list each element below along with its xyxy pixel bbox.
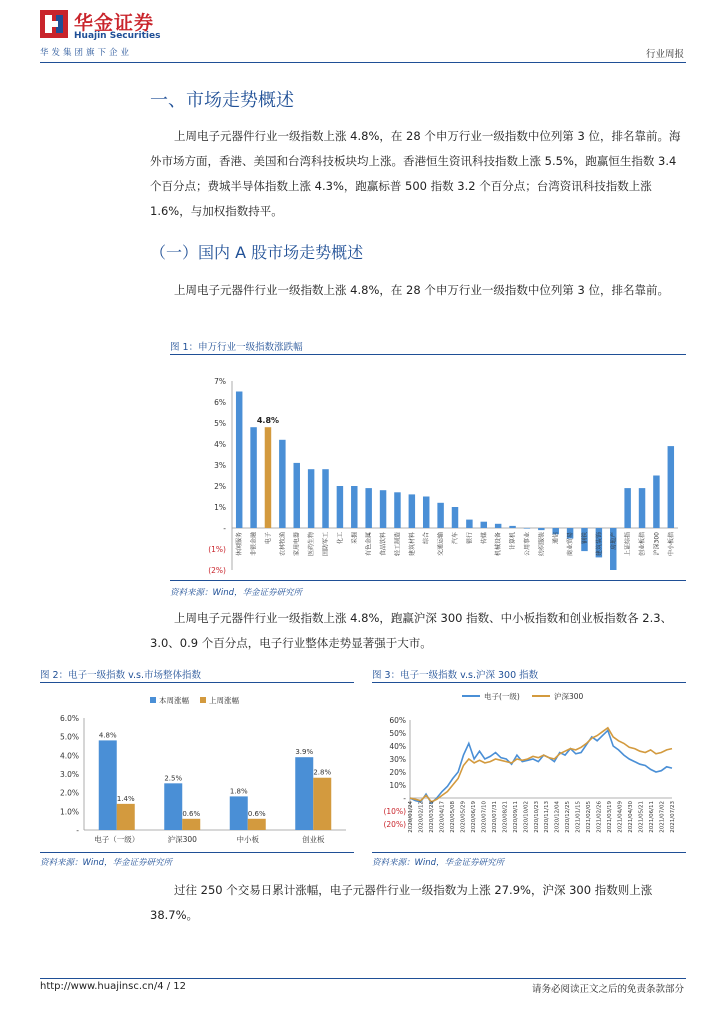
electronics-vs-market-chart [40,690,354,852]
category-label: 通信 [552,532,560,545]
data-label: 4.8% [98,731,117,740]
x-tick-label: 2021/03/19 [607,801,614,833]
category-label: 计算机 [509,532,517,551]
y-tick-label: 3% [214,461,226,470]
bar [437,503,443,528]
category-label: 交通运输 [437,532,445,557]
category-label: 公用事业 [523,532,531,557]
bar [524,528,530,529]
x-tick-label: 2020/11/13 [544,801,551,833]
data-label: 2.8% [313,768,332,777]
x-tick-label: 2020/10/02 [523,801,530,833]
y-tick-label: (1%) [208,545,226,554]
category-label: 钢铁 [581,532,589,545]
category-label: 农林牧渔 [279,532,287,557]
bar [117,804,135,830]
category-label: 房地产 [610,532,618,551]
x-tick-label: 2020/12/04 [554,801,561,833]
x-tick-label: 2020/01/24 [408,801,414,833]
category-label: 有色金属 [365,532,373,557]
group-tagline: 华发集团旗下企业 [40,48,133,58]
x-tick-label: 2020/05/08 [449,801,456,833]
electronics-vs-hs300-line-chart [372,686,686,852]
footer-divider [40,978,686,979]
brand-name-cn: 华金证券 [74,12,155,34]
x-tick-label: 2020/03/25 [428,801,435,833]
bar [248,819,266,830]
category-label: 银行 [466,532,474,545]
x-tick-label: 2020/12/25 [565,801,572,833]
category-label: 电子（一级） [94,835,140,844]
figure3-caption-divider [372,682,686,683]
category-label: 商业贸易 [567,532,575,557]
bar [380,490,386,528]
category-label: 纺织服装 [538,532,546,557]
category-label: 电子 [264,532,272,545]
figure1-source: 资料来源：Wind，华金证券研究所 [170,588,303,598]
y-tick-label: - [223,524,226,533]
bar [452,507,458,528]
figure1-caption: 图 1：申万行业一级指数涨跌幅 [170,342,303,353]
bar [99,740,117,830]
figure1-caption-divider [170,354,686,355]
category-label: 食品饮料 [380,532,388,557]
y-tick-label: - [76,826,79,835]
category-label: 综合 [423,532,431,545]
y-tick-label: - [403,794,406,803]
y-tick-label: 6% [214,398,226,407]
y-tick-label: 2% [214,482,226,491]
x-tick-label: 2021/04/30 [628,801,635,833]
bar [182,819,200,830]
section-title: 一、市场走势概述 [150,90,294,111]
y-tick-label: 5.0% [59,732,79,742]
bar [313,778,331,830]
bar [308,469,314,528]
legend-label: 上周涨幅 [209,696,239,705]
x-tick-label: 2021/02/05 [586,801,593,833]
figure1-bottom-divider [170,580,686,581]
x-tick-label: 2021/01/15 [575,801,582,833]
figure2-caption-divider [40,682,354,683]
bar [409,494,415,528]
bar [624,488,630,528]
legend-label: 沪深300 [554,692,584,701]
y-tick-label: 20% [389,768,406,777]
figure3-bottom-divider [372,852,686,853]
legend-swatch [150,697,156,703]
y-tick-label: 40% [389,742,406,751]
y-tick-label: 30% [389,755,406,764]
category-label: 轻工制造 [394,532,402,557]
bar [295,757,313,830]
category-label: 上证综指 [624,532,632,557]
x-tick-label: 2020/06/19 [470,801,477,833]
y-tick-label: 7% [214,377,226,386]
brand-name-en: Huajin Securities [74,31,161,41]
category-label: 中小板 [236,835,259,844]
logo-icon [40,10,68,38]
data-label: 0.6% [182,809,201,818]
data-label: 4.8% [256,416,280,426]
bar [466,520,472,528]
x-tick-label: 2021/06/11 [649,801,656,833]
section-paragraph: 上周电子元器件行业一级指数上涨 4.8%，在 28 个申万行业一级指数中位列第 3 位，排名靠前。海外市场方面，香港、美国和台湾科技板块均上涨。香港恒生资讯科技指数上涨 5.5%，跑赢恒生指数 3.4 个百分点；费城半导体指数上涨 4.3%，跑赢标普 500 指数 3.2 个百分点；台湾资讯科技指数上涨 1.6%，与加权指数持平。 [150,129,681,218]
x-tick-label: 2021/05/21 [638,801,645,833]
bar [294,463,300,528]
x-tick-label: 2020/10/23 [533,801,540,833]
y-tick-label: 60% [389,716,406,725]
x-tick-label: 2020/08/21 [502,801,509,833]
x-tick-label: 2021/07/23 [670,801,676,833]
comparison-paragraph: 上周电子元器件行业一级指数上涨 4.8%，跑赢沪深 300 指数、中小板指数和创业板指数各 2.3、3.0、0.9 个百分点，电子行业整体走势显著强于大市。 [150,611,673,650]
figure3-caption: 图 3：电子一级指数 v.s.沪深 300 指数 [372,670,539,681]
bar [164,783,182,830]
legend-label: 电子(一级) [484,692,520,701]
bar [639,488,645,528]
y-tick-label: 4% [214,440,226,449]
bar [509,526,515,528]
x-tick-label: 2020/07/31 [491,801,498,833]
x-tick-label: 2020/09/11 [512,801,519,833]
y-tick-label: 4.0% [59,751,79,761]
x-tick-label: 2021/04/09 [617,801,624,833]
category-label: 采掘 [351,532,359,545]
y-tick-label: (20%) [383,820,406,829]
bar [322,469,328,528]
y-tick-label: 3.0% [59,770,79,779]
category-label: 机械设备 [495,532,503,557]
category-label: 沪深300 [653,532,661,556]
category-label: 创业板 [302,835,325,844]
data-label: 0.6% [247,809,266,818]
figure2-source: 资料来源：Wind，华金证券研究所 [40,858,173,868]
bar [365,488,371,528]
x-tick-label: 2020/07/10 [481,801,488,833]
category-label: 化工 [336,532,344,545]
category-label: 休闲服务 [236,532,244,557]
y-tick-label: 50% [389,729,406,738]
figure2-caption: 图 2：电子一级指数 v.s.市场整体指数 [40,670,201,681]
cumulative-return-paragraph: 过往 250 个交易日累计涨幅，电子元器件行业一级指数为上涨 27.9%，沪深 300 指数则上涨 38.7%。 [150,883,653,922]
y-tick-label: 6.0% [59,714,79,723]
legend-label: 本周涨幅 [159,696,189,705]
data-label: 2.5% [164,774,183,783]
bar [265,427,271,528]
y-tick-label: 5% [214,419,226,428]
bar [495,524,501,528]
category-label: 建筑装饰 [595,532,603,557]
data-label: 1.4% [116,794,135,803]
category-label: 国防军工 [322,532,330,557]
x-tick-label: 2020/05/29 [460,801,467,833]
data-label: 3.9% [295,748,314,757]
y-tick-label: 2.0% [59,788,79,798]
x-tick-label: 2020/04/17 [439,801,446,833]
data-label: 1.8% [229,787,248,796]
figure2-bottom-divider [40,852,354,853]
category-label: 汽车 [452,532,459,545]
bar [668,446,674,528]
y-tick-label: 1% [214,503,226,512]
x-tick-label: 2021/07/02 [659,801,666,833]
bar [230,796,248,830]
bar [250,427,256,528]
x-tick-label: 2021/02/26 [596,801,603,833]
bar [538,528,544,530]
figure3-source: 资料来源：Wind，华金证券研究所 [372,858,505,868]
bar [423,497,429,529]
category-label: 医药生物 [308,532,316,557]
legend-swatch [200,697,206,703]
bar [351,486,357,528]
bar [236,392,242,529]
bar [481,522,487,528]
footer-url[interactable]: http://www.huajinsc.cn/4 / 12 [40,981,187,992]
bar [653,476,659,529]
y-tick-label: 10% [389,781,406,790]
bar [279,440,285,528]
category-label: 中小板指 [667,532,675,557]
subsection-paragraph: 上周电子元器件行业一级指数上涨 4.8%，在 28 个申万行业一级指数中位列第 3 位，排名靠前。 [174,283,669,297]
y-tick-label: (10%) [383,807,406,816]
header-divider [40,62,686,63]
disclaimer-note: 请务必阅读正文之后的免责条款部分 [531,984,684,995]
x-tick-label: 2020/02/12 [418,801,425,833]
series-line [410,730,672,803]
y-tick-label: 1.0% [59,807,79,817]
category-label: 传媒 [480,532,488,545]
category-label: 家用电器 [293,532,301,557]
y-tick-label: (2%) [208,566,226,575]
category-label: 创业板指 [639,532,647,557]
report-type: 行业周报 [645,49,684,60]
bar [394,492,400,528]
category-label: 非银金融 [250,532,258,557]
subsection-title: （一）国内 A 股市场走势概述 [150,243,364,262]
category-label: 建筑材料 [408,532,416,557]
category-label: 沪深300 [167,835,197,844]
bar [337,486,343,528]
series-line [410,728,672,802]
industry-return-chart [170,365,686,583]
